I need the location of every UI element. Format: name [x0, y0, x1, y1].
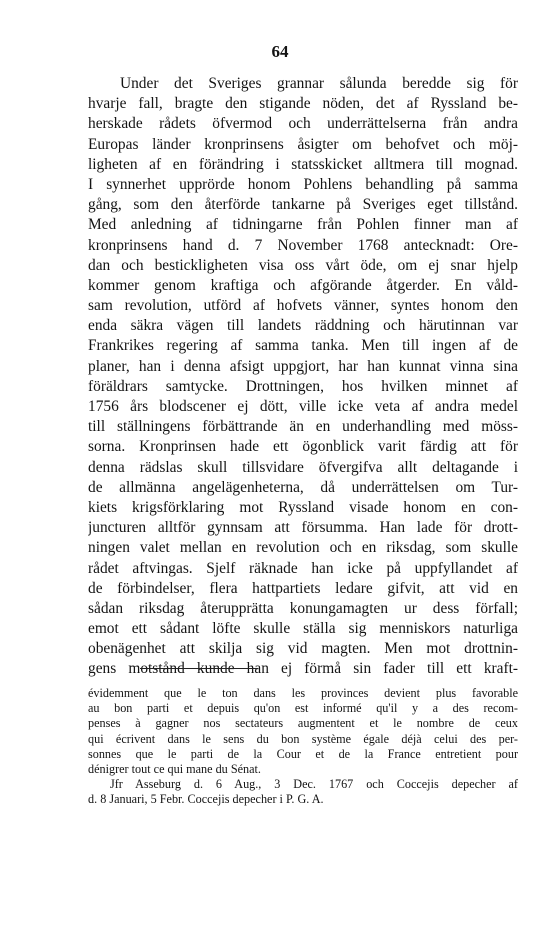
- text-line: emot ett sådant löfte skulle ställa sig menniskors naturliga: [88, 620, 518, 638]
- text-line: sådan riksdag återupprätta konungamagten ur dess förfall;: [88, 599, 518, 617]
- text-line: hvarje fall, bragte den stigande nöden, det af Ryssland be-: [88, 95, 518, 113]
- text-line: ningen valet mellan en revolution och en riksdag, som skulle: [88, 539, 518, 557]
- text-line: obenägenhet att skilja sig vid magten. Men mot drottnin-: [88, 640, 518, 658]
- footnote-line: sonnes que le parti de la Cour et de la France entretient pour: [88, 746, 518, 761]
- text-line: juncturen alltför gynnsam att försumma. Han lade för drott-: [88, 519, 518, 537]
- footnote-line: au bon parti et depuis qu'on est informé qu'il y a des recom-: [88, 701, 518, 716]
- footnotes: [88, 686, 518, 808]
- text-line: gens motstånd kunde han ej förmå sin fader till ett kraft-: [88, 660, 518, 678]
- page-number: 64: [271, 42, 289, 61]
- text-line: I synnerhet upprörde honom Pohlens behandling på samma: [88, 175, 518, 193]
- text-line: de förbindelser, flera hattpartiets ledare gifvit, att vid en: [88, 579, 518, 597]
- text-line: herskade rådets öfvermod och underrättelserna från andra: [88, 115, 518, 133]
- footnote-divider: [140, 668, 258, 669]
- body-text: [88, 74, 518, 680]
- text-line: Europas länder kronprinsens åsigter om behofvet och möj-: [88, 135, 518, 153]
- text-line: Med anledning af tidningarne från Pohlen finner man af: [88, 216, 518, 234]
- footnote-line: d. 8 Januari, 5 Febr. Coccejis depecher i P. G. A.: [88, 792, 324, 807]
- footnote-line: penses à gagner nos sectateurs augmentent et le nombre de ceux: [88, 716, 518, 731]
- text-line: sam revolution, utförd af hofvets vänner, syntes honom den: [88, 297, 518, 315]
- text-line: de allmänna angelägenheterna, då underrättelsen om Tur-: [88, 478, 518, 496]
- footnote-line: dénigrer tout ce qui mane du Sénat.: [88, 761, 261, 776]
- footnote-line: qui écrivent dans le sens du bon système égale déjà celui des per-: [88, 731, 518, 746]
- footnote-line: Jfr Asseburg d. 6 Aug., 3 Dec. 1767 och Coccejis depecher af: [110, 777, 518, 792]
- text-line: ligheten af en förändring i statsskicket alltmera till mognad.: [88, 155, 518, 173]
- text-line: kommer genom kraftiga och afgörande åtgerder. En våld-: [88, 276, 518, 294]
- text-line: gång, som den återförde tankarne på Sveriges eget tillstånd.: [88, 196, 518, 214]
- text-line: sorna. Kronprinsen hade ett ögonblick varit färdig att för: [88, 438, 518, 456]
- text-line: Frankrikes regering af samma tanka. Men till ingen af de: [88, 337, 518, 355]
- text-line: rådet aftvingas. Sjelf räknade han icke på uppfyllandet af: [88, 559, 518, 577]
- text-line: dan och bestickligheten visa oss vårt öde, om ej snar hjelp: [88, 256, 518, 274]
- text-line: denna rädslas skull tillsvidare öfvergifva allt deltagande i: [88, 458, 518, 476]
- text-line: enda säkra vägen till landets räddning och härutinnan var: [88, 317, 518, 335]
- text-line: kronprinsens hand d. 7 November 1768 antecknadt: Ore-: [88, 236, 518, 254]
- text-line: Under det Sveriges grannar sålunda beredde sig för: [120, 75, 518, 92]
- text-line: kiets krigsförklaring mot Ryssland visade honom en con-: [88, 498, 518, 516]
- text-line: föräldrars samtycke. Drottningen, hos hvilken minnet af: [88, 377, 518, 395]
- text-line: till ställningens förbättrande än en underhandling med möss-: [88, 418, 518, 436]
- text-line: 1756 års blodscener ej dött, ville icke veta af andra medel: [88, 398, 518, 415]
- text-line: planer, han i denna afsigt uppgjort, har han kunnat vinna sina: [88, 357, 518, 375]
- footnote-line: évidemment que le ton dans les provinces devient plus favorable: [88, 686, 518, 700]
